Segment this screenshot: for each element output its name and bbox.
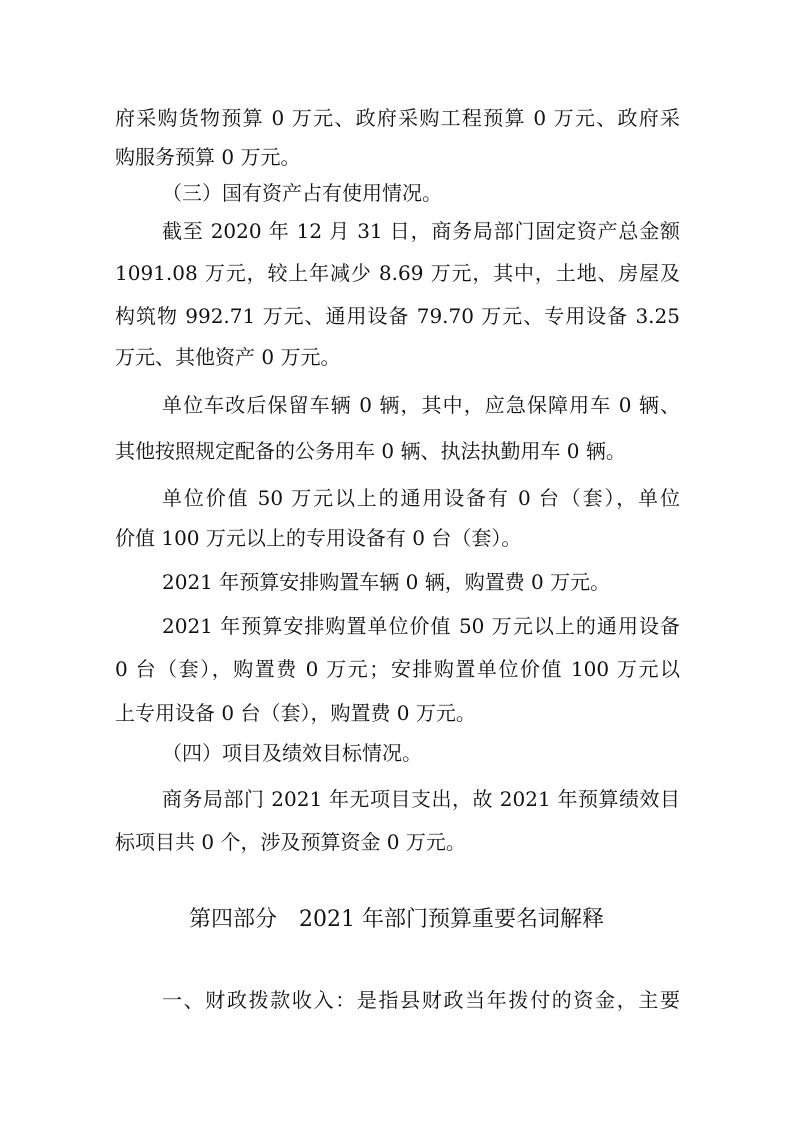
paragraph-assets-line-1: 截至 2020 年 12 月 31 日，商务局部门固定资产总金额	[162, 219, 680, 243]
paragraph-definition-1-line-1: 一、财政拨款收入：是指县财政当年拨付的资金，主要	[162, 988, 680, 1012]
paragraph-equipment-purchase-line-3: 上专用设备 0 台（套），购置费 0 万元。	[115, 701, 476, 725]
paragraph-equipment-purchase-line-2: 0 台（套），购置费 0 万元；安排购置单位价值 100 万元以	[115, 657, 680, 681]
paragraph-assets-line-2: 1091.08 万元，较上年减少 8.69 万元，其中，土地、房屋及	[115, 261, 680, 285]
paragraph-equipment-purchase-line-1: 2021 年预算安排购置单位价值 50 万元以上的通用设备	[162, 614, 680, 638]
paragraph-projects-line-2: 标项目共 0 个，涉及预算资金 0 万元。	[115, 830, 466, 854]
subheading-4-projects: （四）项目及绩效目标情况。	[162, 741, 422, 765]
paragraph-1-line-1: 府采购货物预算 0 万元、政府采购工程预算 0 万元、政府采	[115, 106, 680, 130]
paragraph-1-line-2: 购服务预算 0 万元。	[115, 145, 301, 169]
section-heading-part-four: 第四部分 2021 年部门预算重要名词解释	[189, 907, 604, 932]
subheading-3-assets: （三）国有资产占有使用情况。	[162, 181, 442, 205]
paragraph-projects-line-1: 商务局部门 2021 年无项目支出，故 2021 年预算绩效目	[162, 787, 680, 811]
paragraph-equipment-line-1: 单位价值 50 万元以上的通用设备有 0 台（套），单位	[162, 486, 680, 510]
paragraph-vehicles-line-1: 单位车改后保留车辆 0 辆，其中，应急保障用车 0 辆、	[162, 393, 680, 417]
paragraph-assets-line-3: 构筑物 992.71 万元、通用设备 79.70 万元、专用设备 3.25	[115, 304, 680, 328]
paragraph-assets-line-4: 万元、其他资产 0 万元。	[115, 345, 341, 369]
paragraph-vehicle-purchase: 2021 年预算安排购置车辆 0 辆，购置费 0 万元。	[162, 570, 611, 594]
paragraph-vehicles-line-2: 其他按照规定配备的公务用车 0 辆、执法执勤用车 0 辆。	[115, 439, 626, 463]
paragraph-equipment-line-2: 价值 100 万元以上的专用设备有 0 台（套）。	[115, 526, 522, 550]
